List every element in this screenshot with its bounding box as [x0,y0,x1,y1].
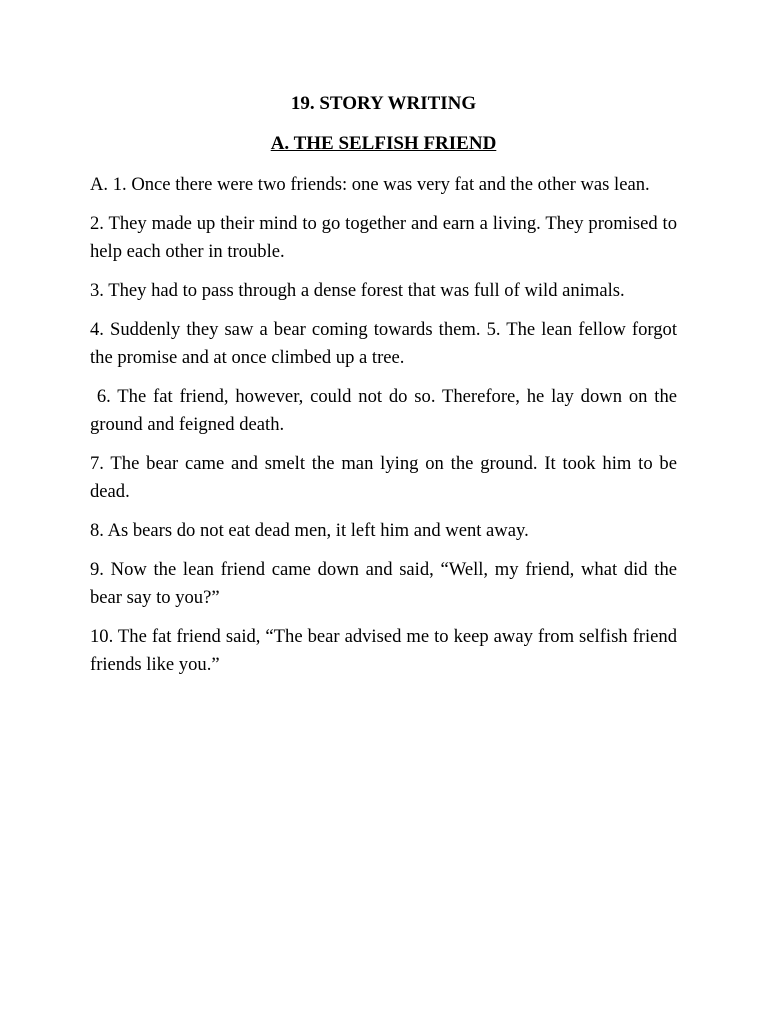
paragraph-8: 9. Now the lean friend came down and said, “Well, my friend, what did the bear say to you?” [90,559,677,608]
paragraph-3: 3. They had to pass through a dense forest that was full of wild animals. [90,280,625,301]
paragraph-6: 7. The bear came and smelt the man lying on the ground. It took him to be dead. [90,453,677,502]
paragraph-2: 2. They made up their mind to go together and earn a living. They promised to help each other in trouble. [90,213,677,262]
paragraph-4: 4. Suddenly they saw a bear coming towards them. 5. The lean fellow forgot the promise and at once climbed up a tree. [90,319,677,368]
paragraph-1: A. 1. Once there were two friends: one was very fat and the other was lean. [90,174,650,195]
paragraph-9: 10. The fat friend said, “The bear advised me to keep away from selfish friend friends like you.” [90,626,677,675]
document-page [90,90,682,690]
paragraph-7: 8. As bears do not eat dead men, it left him and went away. [90,520,529,541]
document-title: 19. STORY WRITING [290,93,477,114]
paragraph-5: 6. The fat friend, however, could not do so. Therefore, he lay down on the ground and feigned death. [90,386,682,435]
story-title: A. THE SELFISH FRIEND [270,133,497,154]
